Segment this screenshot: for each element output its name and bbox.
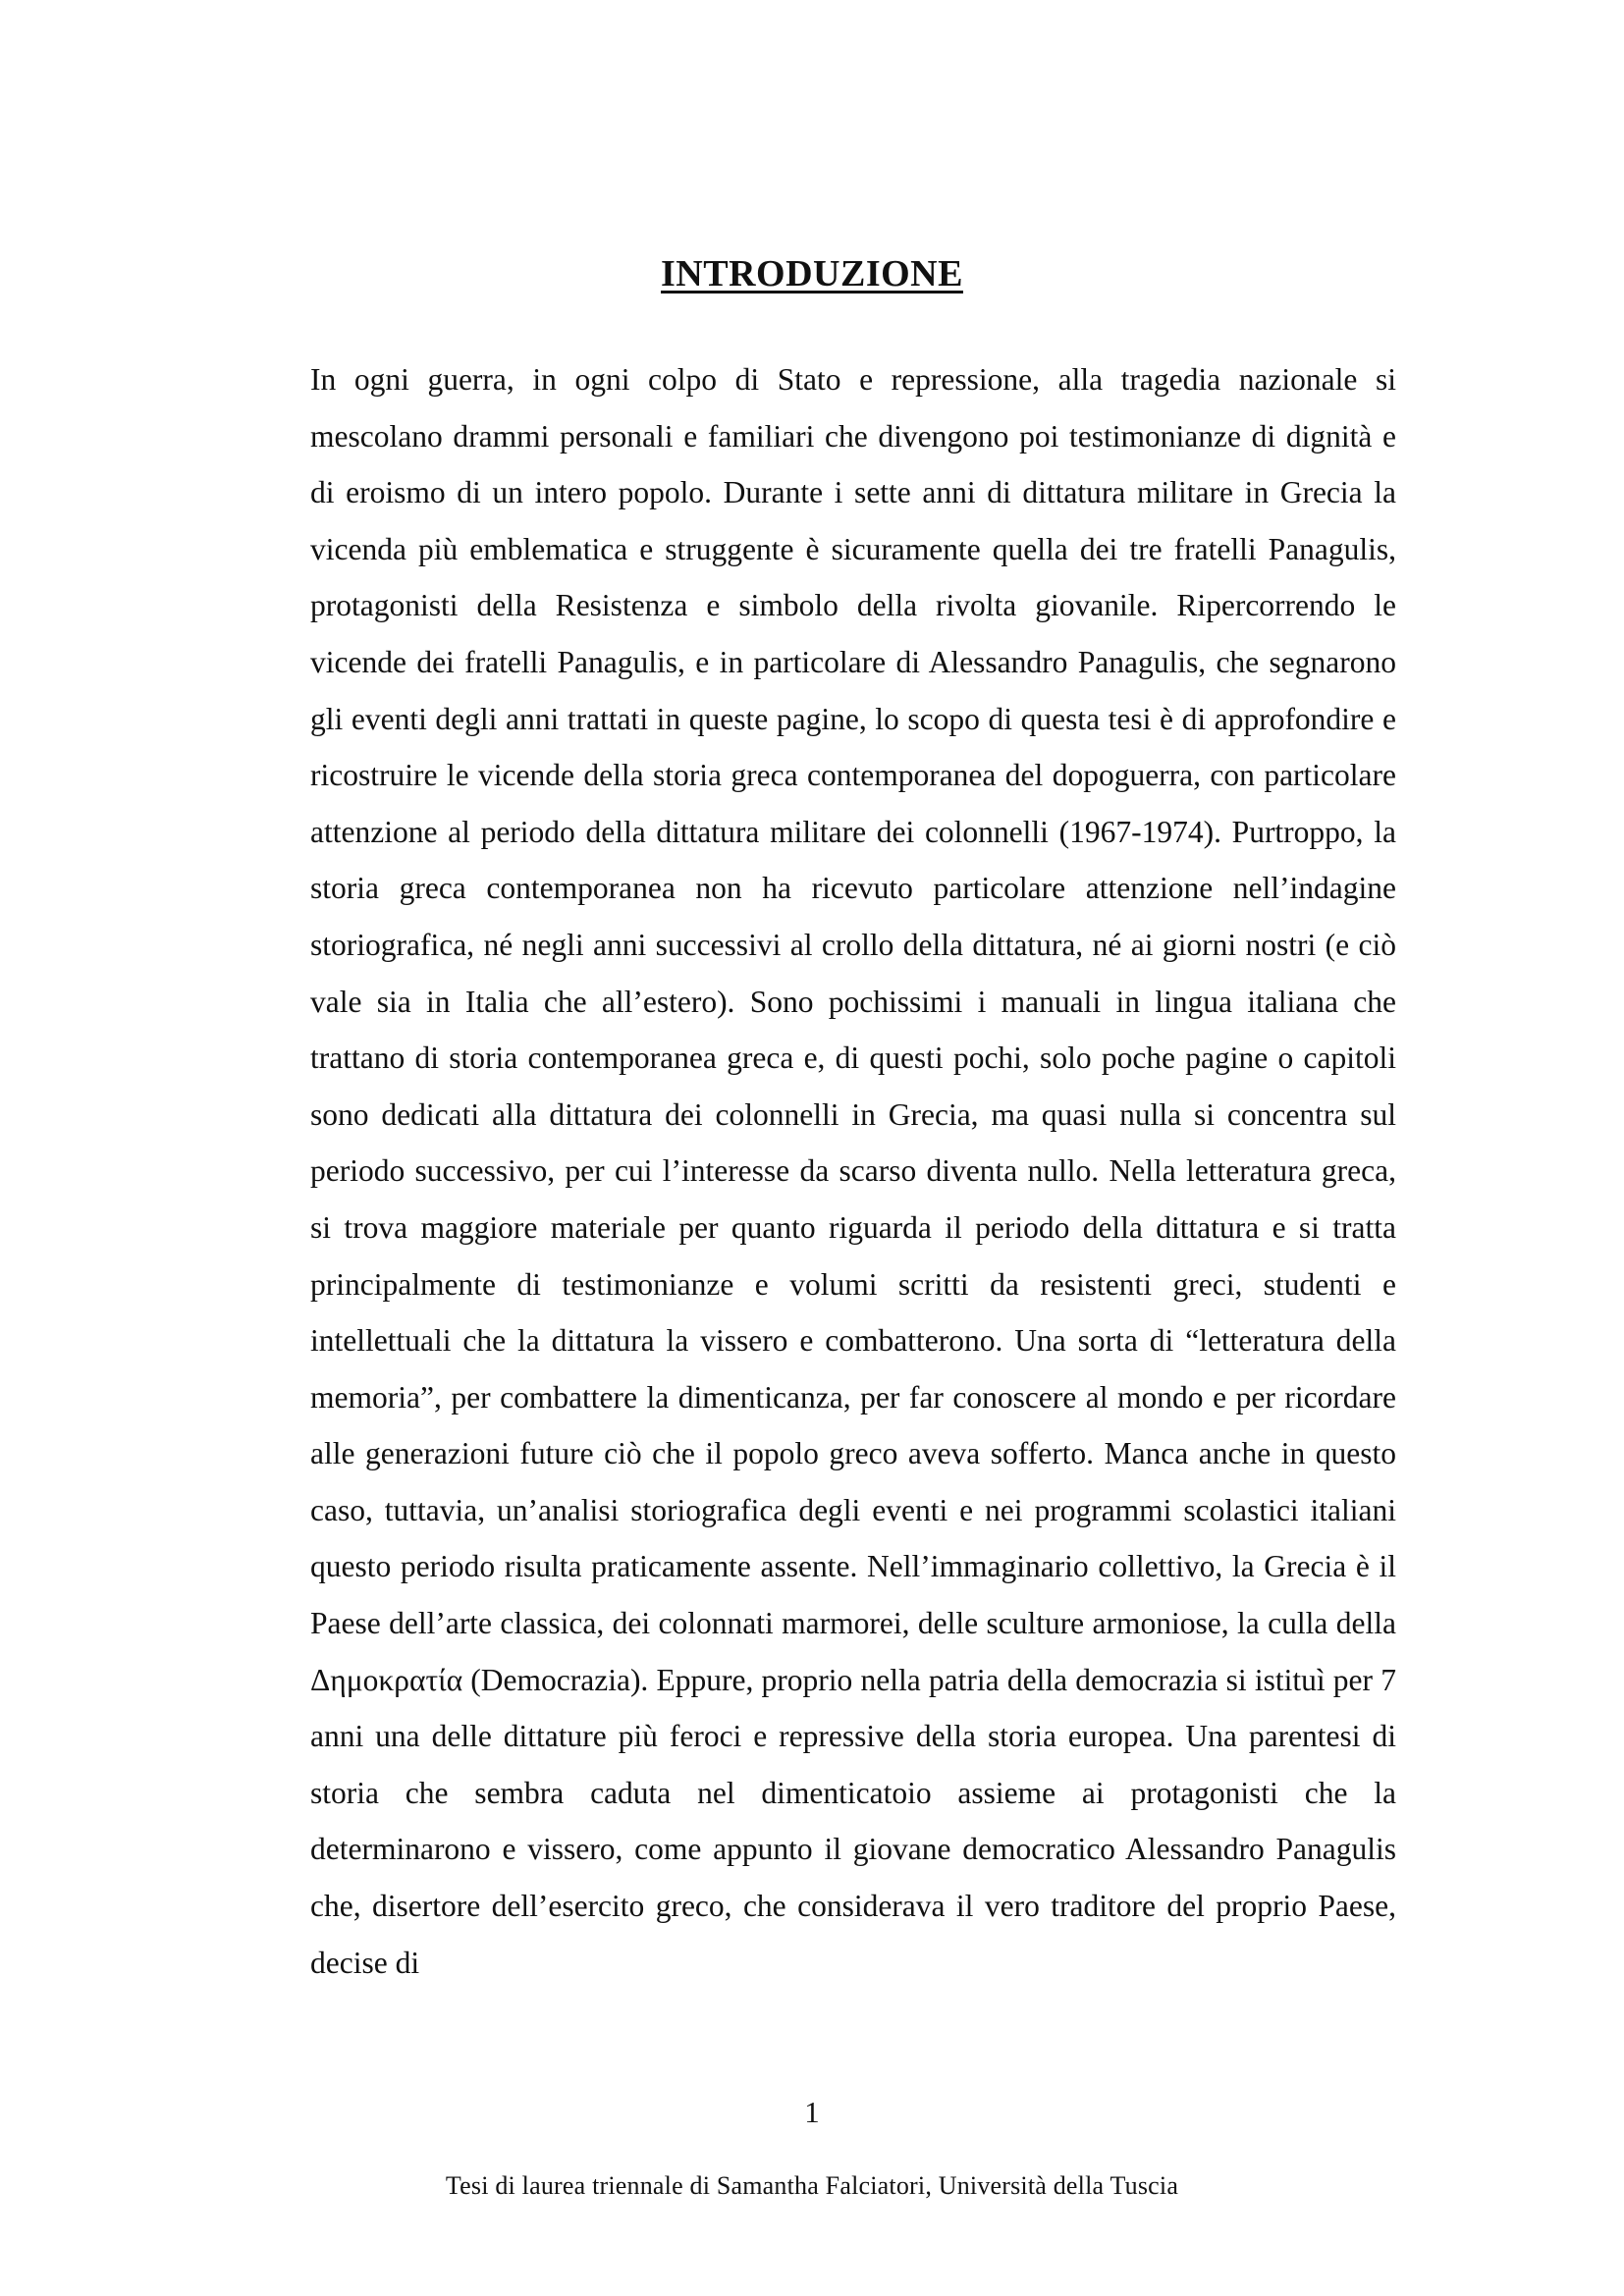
page-footer: Tesi di laurea triennale di Samantha Falciatori, Università della Tuscia <box>445 2171 1179 2200</box>
page-number: 1 <box>804 2095 820 2129</box>
body-paragraph: In ogni guerra, in ogni colpo di Stato e repressione, alla tragedia nazionale si mescolano drammi personali e familiari che divengono poi testimonianze di dignità e di eroismo di un intero popolo. Durante i sette anni di dittatura militare in Grecia la vicenda più emblematica e struggente è sicuramente quella dei tre fratelli Panagulis, protagonisti della Resistenza e simbolo della rivolta giovanile. Ripercorrendo le vicende dei fratelli Panagulis, e in particolare di Alessandro Panagulis, che segnarono gli eventi degli anni trattati in queste pagine, lo scopo di questa tesi è di approfondire e ricostruire le vicende della storia greca contemporanea del dopoguerra, con particolare attenzione al periodo della dittatura militare dei colonnelli (1967-1974). Purtroppo, la storia greca contemporanea non ha ricevuto particolare attenzione nell’indagine storiografica, né negli anni successivi al crollo della dittatura, né ai giorni nostri (e ciò vale sia in Italia che all’estero). Sono pochissimi i manuali in lingua italiana che trattano di storia contemporanea greca e, di questi pochi, solo poche pagine o capitoli sono dedicati alla dittatura dei colonnelli in Grecia, ma quasi nulla si concentra sul periodo successivo, per cui l’interesse da scarso diventa nullo. Nella letteratura greca, si trova maggiore materiale per quanto riguarda il periodo della dittatura e si tratta principalmente di testimonianze e volumi scritti da resistenti greci, studenti e intellettuali che la dittatura la vissero e combatterono. Una sorta di “letteratura della memoria”, per combattere la dimenticanza, per far conoscere al mondo e per ricordare alle generazioni future ciò che il popolo greco aveva sofferto. Manca anche in questo caso, tuttavia, un’analisi storiografica degli eventi e nei programmi scolastici italiani questo periodo risulta praticamente assente. Nell’immaginario collettivo, la Grecia è il Paese dell’arte classica, dei colonnati marmorei, delle sculture armoniose, la culla della Δημοκρατία (Democrazia). Eppure, proprio nella patria della democrazia si istituì per 7 anni una delle dittature più feroci e repressive della storia europea. Una parentesi di storia che sembra caduta nel dimenticatoio assieme ai protagonisti che la determinarono e vissero, come appunto il giovane democratico Alessandro Panagulis che, disertore dell’esercito greco, che considerava il vero traditore del proprio Paese, decise di <box>310 362 1396 1980</box>
page-title: INTRODUZIONE <box>661 253 963 295</box>
